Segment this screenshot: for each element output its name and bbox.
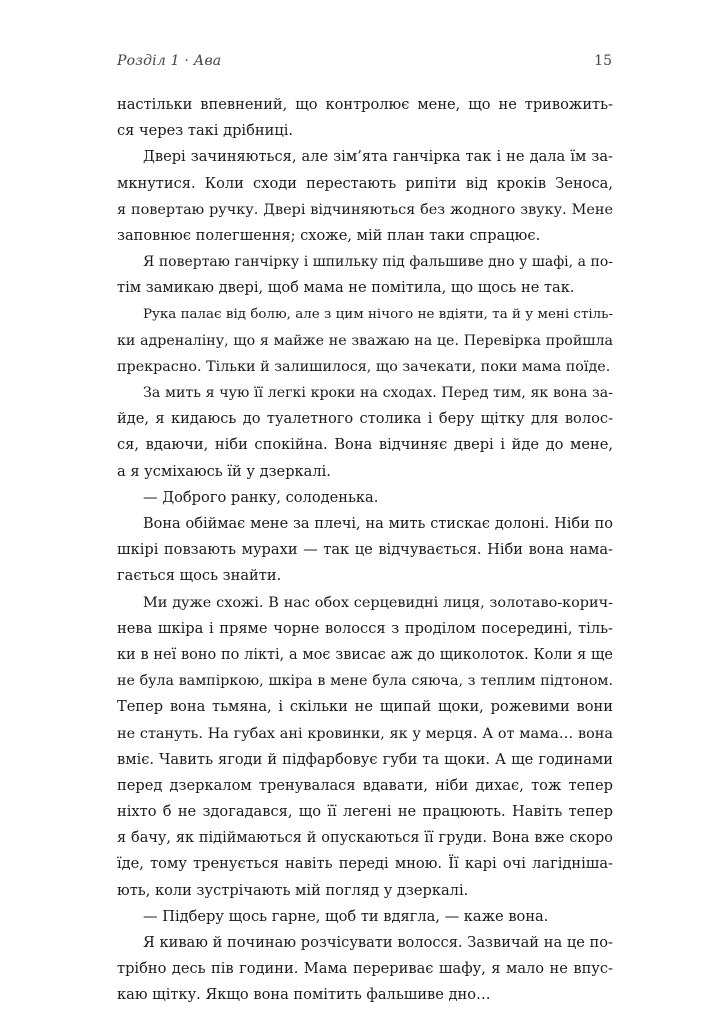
text-line: мкнутися. Коли сходи перестають рипіти від кроків Зеноса, <box>117 174 613 192</box>
text-line: — Доброго ранку, солоденька. <box>143 488 379 506</box>
text-line: каю щітку. Якщо вона помітить фальшиве дно… <box>117 986 491 1004</box>
text-line: а я усміхаюсь їй у дзеркалі. <box>117 462 331 480</box>
text-line: Ми дуже схожі. В нас обох серцевидні лиця, золотаво-корич- <box>143 594 613 611</box>
text-line: Двері зачиняються, але зім’ята ганчірка так і не дала їм за- <box>143 148 613 166</box>
text-line: настільки впевнений, що контролює мене, що не тривожить- <box>117 96 613 113</box>
chapter-title: Розділ 1 · Ава <box>117 53 222 69</box>
text-line: ся, вдаючи, ніби спокійна. Вона відчиняє двері і йде до мене, <box>117 436 613 454</box>
text-line: прекрасно. Тільки й залишилося, що зачекати, поки мама поїде. <box>117 358 611 375</box>
text-line: Рука палає від болю, але з цим нічого не вдіяти, та й у мені стіль- <box>143 306 613 322</box>
text-line: не стануть. На губах ані кровинки, як у мерця. А от мама… вона <box>117 725 613 742</box>
text-line: Тепер вона тьмяна, і скільки не щипай щоки, рожевими вони <box>117 698 613 716</box>
text-line: йде, я кидаюсь до туалетного столика і беру щітку для волос- <box>117 410 613 428</box>
text-line: ки адреналіну, що я майже не зважаю на це. Перевірка пройшла <box>117 332 613 349</box>
text-line: нева шкіра і пряме чорне волосся з проділом посередині, тіль- <box>117 619 613 637</box>
text-line: ніхто б не здогадався, що її легені не працюють. Навіть тепер <box>117 803 613 821</box>
text-line: Я повертаю ганчірку і шпильку під фальшиве дно у шафі, а по- <box>143 254 613 271</box>
text-line: я бачу, як підіймаються й опускаються її груди. Вона вже скоро <box>117 830 613 847</box>
text-line: перед дзеркалом тренувалася вдавати, ніби дихає, тож тепер <box>117 776 613 794</box>
text-line: ся через такі дрібниці. <box>117 122 294 140</box>
text-line: їде, тому тренується навіть переді мною. Її карі очі лагідніша- <box>117 855 613 873</box>
text-line: не була вампіркою, шкіра в мене була сяюча, з теплим підтоном. <box>117 673 613 690</box>
text-line: ки в неї воно по лікті, а моє звисає аж до щиколоток. Коли я ще <box>117 646 613 663</box>
text-line: тім замикаю двері, щоб мама не помітила, що щось не так. <box>117 279 575 297</box>
text-line: трібно десь пів години. Мама перериває шафу, я мало не впус- <box>117 960 613 978</box>
text-line: Я киваю й починаю розчісувати волосся. Зазвичай на це по- <box>143 934 613 951</box>
text-line: я повертаю ручку. Двері відчиняються без жодного звуку. Мене <box>117 201 613 218</box>
running-header <box>117 53 612 73</box>
text-line: — Підберу щось гарне, щоб ти вдягла, — каже вона. <box>143 907 549 925</box>
text-line: ють, коли зустрічають мій погляд у дзеркалі. <box>117 881 469 899</box>
text-line: заповнює полегшення; схоже, мій план таки спрацює. <box>117 226 541 244</box>
body-text <box>117 92 613 1009</box>
text-line: Вона обіймає мене за плечі, на мить стискає долоні. Ніби по <box>143 516 613 532</box>
text-line: шкірі повзають мурахи — так це відчувається. Ніби вона нама- <box>117 541 613 559</box>
text-line: вміє. Чавить ягоди й підфарбовує губи та щоки. А ще годинами <box>117 750 613 768</box>
text-line: За мить я чую її легкі кроки на сходах. Перед тим, як вона за- <box>143 385 613 402</box>
text-line: гається щось знайти. <box>117 567 282 585</box>
page-number: 15 <box>594 53 612 69</box>
